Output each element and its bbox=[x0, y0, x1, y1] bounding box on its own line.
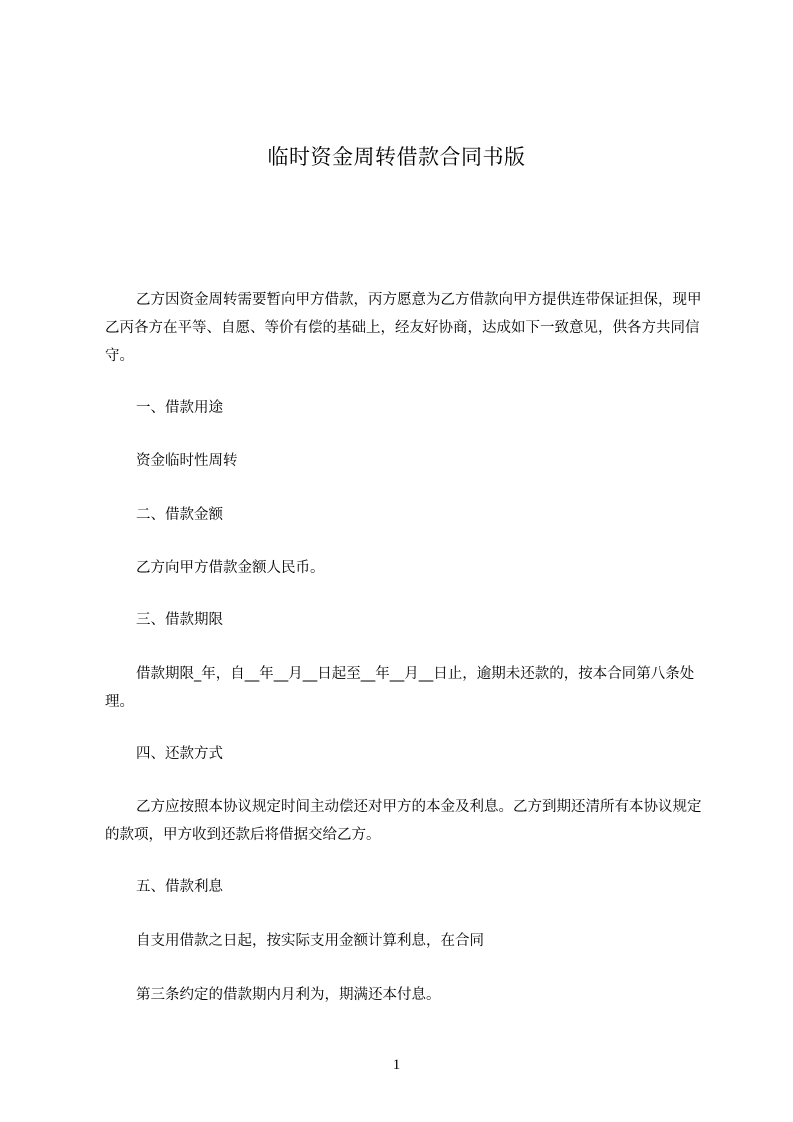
section-body-term: 借款期限_年，自__年__月__日起至__年__月__日止，逾期未还款的，按本合同第八条处理。 bbox=[105, 666, 695, 710]
section-body-amount: 乙方向甲方借款金额人民币。 bbox=[136, 560, 325, 576]
section-heading-purpose: 一、借款用途 bbox=[136, 400, 223, 416]
document-title: 临时资金周转借款合同书版 bbox=[267, 145, 526, 169]
intro-paragraph: 乙方因资金周转需要暂向甲方借款，丙方愿意为乙方借款向甲方提供连带保证担保，现甲乙丙各方在平等、自愿、等价有偿的基础上，经友好协商，达成如下一致意见，供各方共同信守。 bbox=[105, 292, 702, 364]
section-heading-amount: 二、借款金额 bbox=[136, 507, 223, 523]
section-heading-term: 三、借款期限 bbox=[136, 612, 223, 628]
section-body-purpose: 资金临时性周转 bbox=[136, 453, 238, 469]
section-body-repayment: 乙方应按照本协议规定时间主动偿还对甲方的本金及利息。乙方到期还清所有本协议规定的款项，甲方收到还款后将借据交给乙方。 bbox=[105, 799, 702, 843]
section-body-interest: 自支用借款之日起，按实际支用金额计算利息，在合同 bbox=[136, 933, 484, 949]
section-heading-repayment: 四、还款方式 bbox=[136, 746, 223, 762]
page-number: 1 bbox=[392, 1057, 401, 1073]
section-heading-interest: 五、借款利息 bbox=[136, 879, 223, 895]
section-body-interest-continued: 第三条约定的借款期内月利为，期满还本付息。 bbox=[136, 987, 441, 1003]
